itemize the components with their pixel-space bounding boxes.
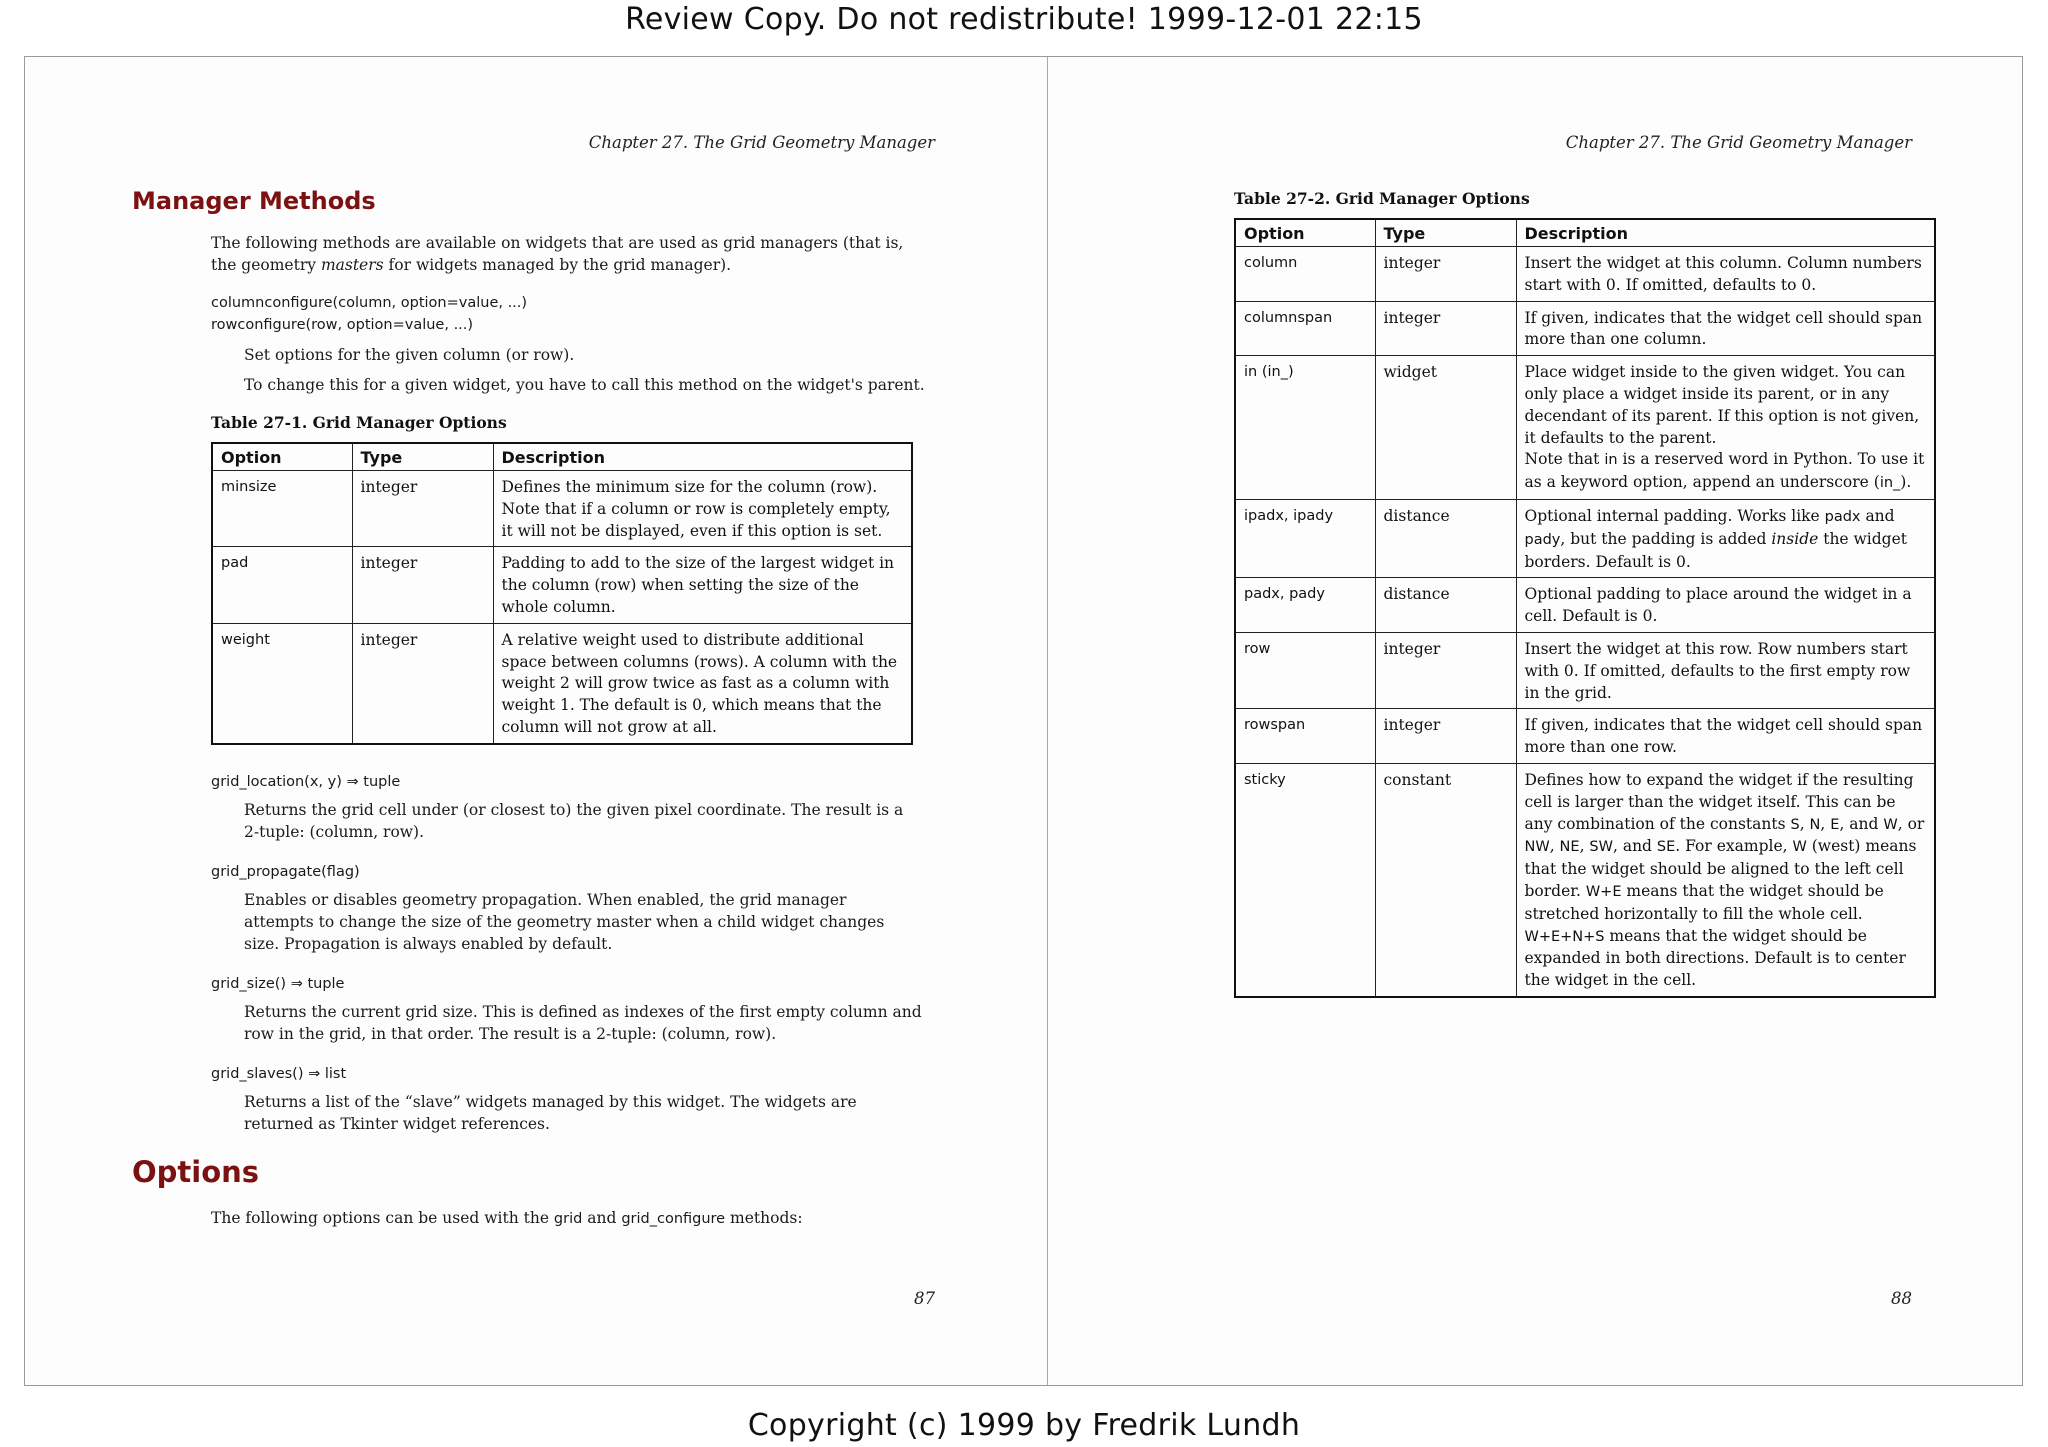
description-cell: Defines the minimum size for the column (row). Note that if a column or row is completely empty, it will not be displayed, even if this option is set. [493, 471, 912, 547]
page-number: 88 [1891, 1289, 1912, 1308]
column-header-type: Type [352, 443, 493, 471]
section-title-options: Options [132, 1155, 260, 1189]
option-cell: weight [212, 623, 352, 743]
method-signature-grid-slaves: grid_slaves() ⇒ list [211, 1066, 347, 1082]
type-cell: distance [1375, 499, 1516, 577]
table-row [212, 623, 912, 743]
table-row [1235, 632, 1935, 708]
section-title-manager-methods: Manager Methods [132, 187, 376, 215]
option-cell: row [1235, 632, 1375, 708]
type-cell: integer [352, 471, 493, 547]
column-header-option: Option [1235, 219, 1375, 247]
table-header-row [1235, 219, 1935, 247]
type-cell: distance [1375, 578, 1516, 633]
method-description-grid-slaves: Returns a list of the “slave” widgets managed by this widget. The widgets are returned as Tkinter widget references. [244, 1093, 857, 1133]
type-cell: constant [1375, 763, 1516, 996]
description-cell: Optional internal padding. Works like padx and pady, but the padding is added inside the widget borders. Default is 0. [1516, 499, 1935, 577]
description-cell: A relative weight used to distribute additional space between columns (rows). A column with the weight 2 will grow twice as fast as a column with weight 1. The default is 0, which means that the column will not grow at all. [493, 623, 912, 743]
table-row [1235, 301, 1935, 356]
table-row [1235, 356, 1935, 500]
type-cell: integer [1375, 247, 1516, 302]
option-cell: in (in_) [1235, 356, 1375, 500]
manager-methods-intro: The following methods are available on widgets that are used as grid managers (that is, the geometry masters for widgets managed by the grid manager). [211, 234, 904, 274]
right-page [1048, 57, 2024, 1385]
configure-description-1: Set options for the given column (or row). [244, 346, 575, 364]
method-signature-rowconfigure: rowconfigure(row, option=value, ...) [211, 317, 474, 333]
copyright-banner: Copyright (c) 1999 by Fredrik Lundh [747, 1408, 1301, 1443]
table-header-row [212, 443, 912, 471]
option-cell: column [1235, 247, 1375, 302]
table-row [212, 547, 912, 623]
option-cell: pad [212, 547, 352, 623]
description-cell: Insert the widget at this column. Column numbers start with 0. If omitted, defaults to 0. [1516, 247, 1935, 302]
left-page [25, 57, 1047, 1385]
grid-manager-options-table-2 [1234, 218, 1936, 998]
running-head: Chapter 27. The Grid Geometry Manager [588, 133, 935, 152]
type-cell: integer [1375, 709, 1516, 764]
description-cell: Padding to add to the size of the largest widget in the column (row) when setting the size of the whole column. [493, 547, 912, 623]
description-cell: If given, indicates that the widget cell should span more than one column. [1516, 301, 1935, 356]
method-signature-grid-location: grid_location(x, y) ⇒ tuple [211, 774, 401, 790]
table-caption: Table 27-2. Grid Manager Options [1234, 189, 1530, 208]
type-cell: integer [1375, 301, 1516, 356]
column-header-description: Description [1516, 219, 1935, 247]
table-caption: Table 27-1. Grid Manager Options [211, 413, 507, 432]
description-cell: Insert the widget at this row. Row numbers start with 0. If omitted, defaults to the first empty row in the grid. [1516, 632, 1935, 708]
book-spread [24, 56, 2023, 1386]
method-signature-grid-propagate: grid_propagate(flag) [211, 864, 360, 880]
column-header-description: Description [493, 443, 912, 471]
method-signature-columnconfigure: columnconfigure(column, option=value, ...) [211, 295, 528, 311]
type-cell: integer [352, 623, 493, 743]
option-cell: padx, pady [1235, 578, 1375, 633]
running-head: Chapter 27. The Grid Geometry Manager [1565, 133, 1912, 152]
description-cell: Defines how to expand the widget if the resulting cell is larger than the widget itself. This can be any combination of the constants S, N, E, and W, or NW, NE, SW, and SE. For example, W (west) means that the widget should be aligned to the left cell border. W+E means that the widget should be stretched horizontally to fill the whole cell. W+E+N+S means that the widget should be expanded in both directions. Default is to center the widget in the cell. [1516, 763, 1935, 996]
option-cell: sticky [1235, 763, 1375, 996]
table-row [212, 471, 912, 547]
table-row [1235, 499, 1935, 577]
method-description-grid-location: Returns the grid cell under (or closest to) the given pixel coordinate. The result is a 2-tuple: (column, row). [244, 801, 904, 841]
method-description-grid-size: Returns the current grid size. This is defined as indexes of the first empty column and row in the grid, in that order. The result is a 2-tuple: (column, row). [244, 1003, 922, 1043]
description-cell: If given, indicates that the widget cell should span more than one row. [1516, 709, 1935, 764]
option-cell: ipadx, ipady [1235, 499, 1375, 577]
description-cell: Place widget inside to the given widget. You can only place a widget inside its parent, or in any decendant of its parent. If this option is not given, it defaults to the parent. Note that in is a reserved word in Python. To use it as a keyword option, append an underscore (in_). [1516, 356, 1935, 500]
table-row [1235, 578, 1935, 633]
option-cell: columnspan [1235, 301, 1375, 356]
configure-description-2: To change this for a given widget, you have to call this method on the widget's parent. [244, 376, 925, 394]
description-cell: Optional padding to place around the widget in a cell. Default is 0. [1516, 578, 1935, 633]
page-number: 87 [914, 1289, 935, 1308]
table-row [1235, 709, 1935, 764]
option-cell: rowspan [1235, 709, 1375, 764]
column-header-type: Type [1375, 219, 1516, 247]
type-cell: widget [1375, 356, 1516, 500]
type-cell: integer [1375, 632, 1516, 708]
options-intro: The following options can be used with the grid and grid_configure methods: [211, 1209, 803, 1227]
table-row [1235, 247, 1935, 302]
type-cell: integer [352, 547, 493, 623]
table-row [1235, 763, 1935, 996]
option-cell: minsize [212, 471, 352, 547]
column-header-option: Option [212, 443, 352, 471]
review-copy-banner: Review Copy. Do not redistribute! 1999-12-01 22:15 [625, 2, 1423, 37]
method-signature-grid-size: grid_size() ⇒ tuple [211, 976, 345, 992]
grid-manager-options-table-1 [211, 442, 913, 745]
method-description-grid-propagate: Enables or disables geometry propagation. When enabled, the grid manager attempts to change the size of the geometry master when a child widget changes size. Propagation is always enabled by default. [244, 891, 885, 953]
